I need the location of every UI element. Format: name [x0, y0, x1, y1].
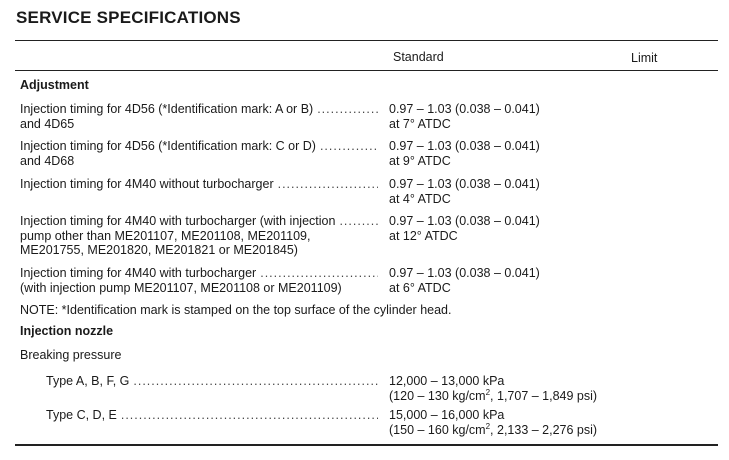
- param-line: Injection timing for 4D56 (*Identification mark: A or B): [20, 102, 314, 116]
- param-line: and 4D68: [20, 153, 75, 168]
- param-line: Injection timing for 4M40 with turbocharger: [20, 266, 257, 280]
- spec-row-param: [20, 214, 378, 258]
- nozzle-type-row: [46, 374, 378, 389]
- param-line: ME201755, ME201820, ME201821 or ME201845): [20, 243, 298, 257]
- adjustment-heading: Adjustment: [20, 78, 89, 92]
- spec-row-standard: [389, 177, 540, 206]
- standard-value: at 4° ATDC: [389, 191, 451, 206]
- param-line: Injection timing for 4M40 without turbocharger: [20, 177, 274, 191]
- param-line: pump other than ME201107, ME201108, ME201109,: [20, 228, 311, 243]
- spec-row-standard: [389, 266, 540, 295]
- standard-value: 0.97 – 1.03 (0.038 – 0.041): [389, 214, 540, 228]
- spec-row-param: [20, 139, 378, 168]
- nozzle-type-label: Type C, D, E: [46, 408, 117, 422]
- page-title: SERVICE SPECIFICATIONS: [16, 8, 241, 27]
- standard-value: 0.97 – 1.03 (0.038 – 0.041): [389, 177, 540, 191]
- param-line: and 4D65: [20, 116, 75, 131]
- spec-row-param: [20, 266, 378, 295]
- spec-row-param: [20, 177, 378, 192]
- injection-nozzle-heading: Injection nozzle: [20, 324, 114, 338]
- leader-dots: [260, 266, 378, 281]
- limit-column-header: Limit: [631, 51, 658, 65]
- nozzle-type-row: [46, 408, 378, 423]
- standard-value: at 9° ATDC: [389, 153, 451, 168]
- standard-value: 15,000 – 16,000 kPa: [389, 408, 505, 422]
- standard-value: 0.97 – 1.03 (0.038 – 0.041): [389, 102, 540, 116]
- spec-row-standard: [389, 214, 540, 243]
- nozzle-pressure-standard: [389, 374, 597, 403]
- top-rule: [15, 40, 718, 41]
- standard-column-header: Standard: [393, 50, 444, 64]
- header-rule: [15, 70, 718, 71]
- standard-value: at 6° ATDC: [389, 280, 451, 295]
- param-line: (with injection pump ME201107, ME201108 or ME201109): [20, 280, 342, 295]
- spec-row-standard: [389, 139, 540, 168]
- identification-note: NOTE: *Identification mark is stamped on the top surface of the cylinder head.: [20, 303, 452, 317]
- nozzle-type-label: Type A, B, F, G: [46, 374, 130, 388]
- standard-value: 0.97 – 1.03 (0.038 – 0.041): [389, 139, 540, 153]
- spec-row-standard: [389, 102, 540, 131]
- standard-value: (150 – 160 $kg/cm^2$, 2,133 – 2,276 psi): [389, 421, 598, 437]
- standard-value: (120 – 130 $kg/cm^2$, 1,707 – 1,849 psi): [389, 387, 598, 403]
- spec-row-param: [20, 102, 378, 131]
- leader-dots: [278, 177, 378, 192]
- param-line: Injection timing for 4M40 with turbocharger (with injection: [20, 214, 336, 228]
- leader-dots: [320, 139, 378, 154]
- standard-value: at 7° ATDC: [389, 116, 451, 131]
- breaking-pressure-label: Breaking pressure: [20, 348, 122, 362]
- bottom-rule: [15, 444, 718, 446]
- standard-value: at 12° ATDC: [389, 228, 458, 243]
- leader-dots: [339, 214, 378, 229]
- standard-value: 0.97 – 1.03 (0.038 – 0.041): [389, 266, 540, 280]
- standard-value: 12,000 – 13,000 kPa: [389, 374, 505, 388]
- leader-dots: [133, 374, 378, 389]
- leader-dots: [317, 102, 378, 117]
- param-line: Injection timing for 4D56 (*Identification mark: C or D): [20, 139, 316, 153]
- leader-dots: [121, 408, 378, 423]
- nozzle-pressure-standard: [389, 408, 597, 437]
